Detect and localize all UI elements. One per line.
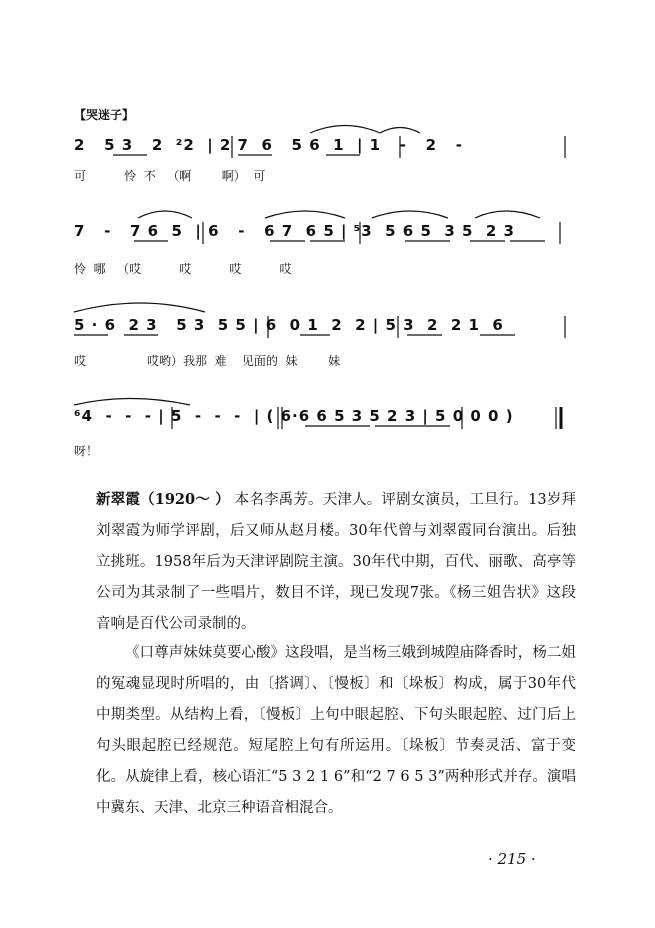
score-line-2-lyrics: 怜 哪 （哎 哎 哎 哎 [74, 262, 292, 276]
bio-text: 本名李禹芳。天津人。评剧女演员，工旦行。13岁拜刘翠霞为师学评剧，后又师从赵月楼。30年代曾与刘翠霞同台演出。后独立挑班。1958年后为天津评剧院主演。30年代中期，百代、丽歌、高亭等公司为其录制了一些唱片，数目不详，现已发现7张。《杨三姐告状》这段音响是百代公司录制的。 [96, 492, 577, 632]
section-label: 【哭迷子】 [74, 108, 135, 122]
bio-name: 新翠霞 [96, 491, 141, 508]
page-number: · 215 · [488, 850, 536, 868]
score-line-4-lyrics: 呀！ [74, 444, 99, 458]
score-line-4-notes: ⁶4 - - - | 5 - - - | ( 6·6 6 5 3 5 2 3 | 5 0 0 0 ) [74, 407, 514, 425]
bio-paragraph [96, 484, 576, 640]
analysis-paragraph: 《口尊声妹妹莫要心酸》这段唱，是当杨三娥到城隍庙降香时，杨二姐的冤魂显现时所唱的，由〔搭调〕、〔慢板〕和〔垛板〕构成，属于30年代中期类型。从结构上看，〔慢板〕上句中眼起腔、下句头眼起腔、过门后上句头眼起腔已经规范。短尾腔上句有所运用。〔垛板〕节奏灵活、富于变化。从旋律上看，核心语汇“5 3 2 1 6”和“2 7 6 5 3”两种形式并存。演唱中冀东、天津、北京三种语音相混合。 [96, 645, 576, 816]
bio-dates: （1920～ ） [140, 491, 230, 508]
score-line-3-lyrics: 哎 哎哟）我那 难 见面的 妹 妹 [74, 354, 341, 368]
score-line-3-notes: 5 · 6 2 3 5 3 5 5 | 6 0 1 2 2 | 5 3 2 2 1 6 [74, 316, 504, 334]
score-line-2-notes: 7 - 7 6 5 | 6 - 6 7 6 5 | ⁵3 5 6 5 3 5 2 3 [74, 222, 515, 240]
score-line-1-lyrics: 可 怜 不 （啊 啊） 可 [74, 169, 266, 183]
score-line-1-notes: 2 5 3 2 ²2 | 2 7 6 5 6 1 | 1 - 2 - [74, 136, 463, 154]
